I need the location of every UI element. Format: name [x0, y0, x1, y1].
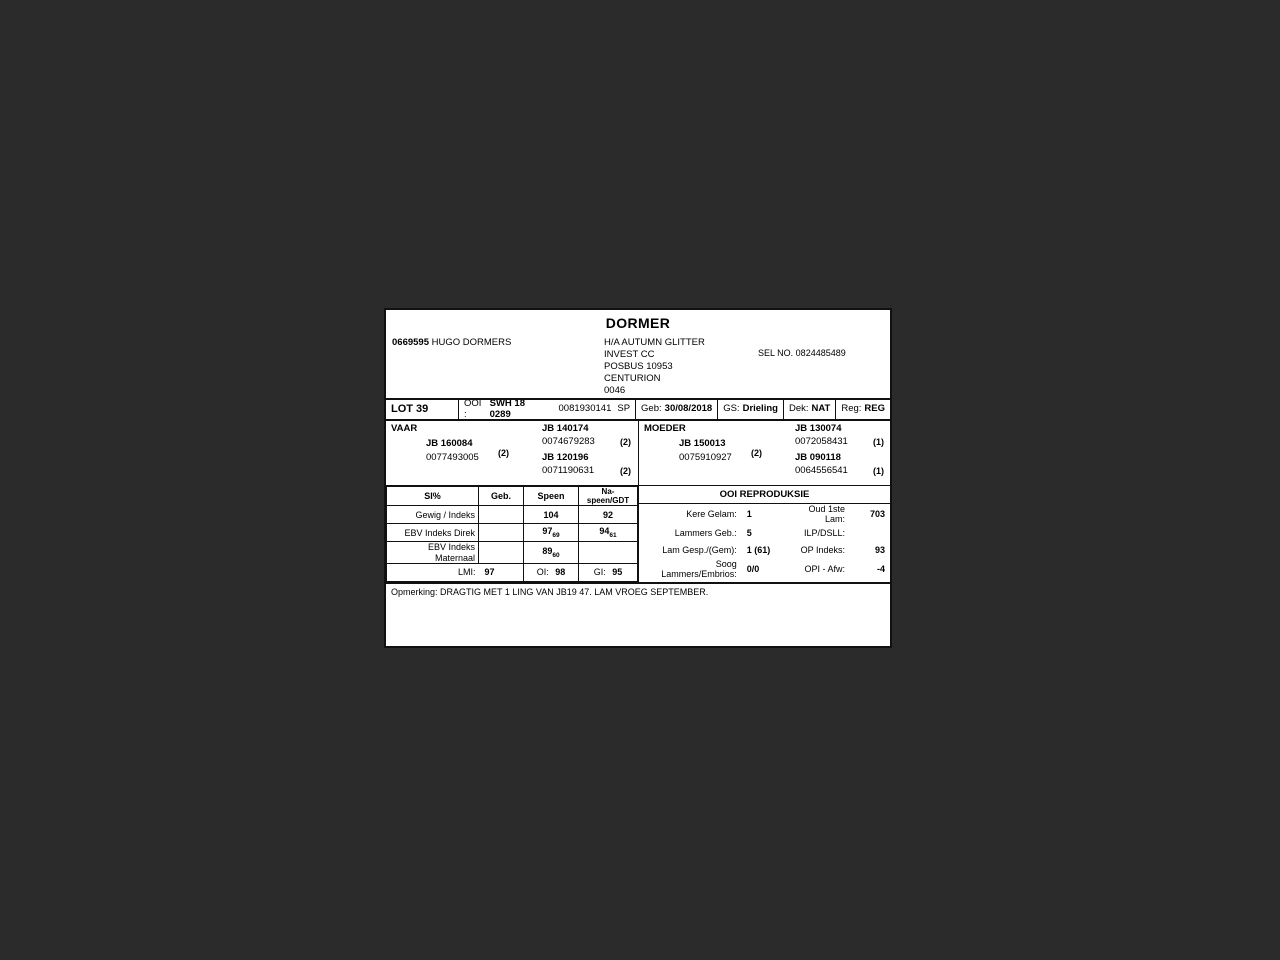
index-row-weight [387, 506, 638, 524]
ooi-identity [458, 397, 635, 420]
lot-label: LOT 39 [391, 403, 429, 416]
ooi-tag: SWH 18 0289 [489, 397, 525, 420]
sire-tag: JB 160084 [426, 438, 473, 449]
index-row-weight-speen: 104 [524, 506, 579, 524]
member-number: 0669595 [392, 337, 429, 348]
summary-lmi-label: LMI: [387, 564, 479, 582]
repro-lambings-label: Kere Gelam: [686, 509, 737, 520]
index-summary-row [387, 564, 638, 582]
ooi-label: OOI : [464, 397, 482, 420]
repro-row-lambs-born [639, 525, 890, 542]
member-name: HUGO DORMERS [431, 337, 512, 348]
repro-opi-dev-label: OPI - Afw: [804, 563, 845, 574]
ooi-suffix: SP [617, 403, 631, 415]
sire-sire-tag: JB 140174 [542, 423, 589, 434]
dam-sire-number: 0072058431 [795, 435, 848, 447]
lower-grid [386, 486, 890, 583]
birth-date-cell [635, 400, 717, 419]
lot-bar [386, 397, 890, 421]
repro-suckling-label: Soog Lammers/Embrios: [661, 558, 737, 580]
address-block [604, 337, 705, 396]
pedigree-block [386, 421, 890, 486]
mating-type-label: Dek: [788, 403, 809, 415]
ebv-direct-naspeen-value: 94 [599, 526, 610, 537]
sel-number: SEL NO. 0824485489 [758, 348, 846, 358]
index-header-naspeen: Na-speen/GDT [579, 487, 638, 506]
reproduction-title: OOI REPRODUKSIE [639, 486, 890, 504]
index-row-ebv-direct-speen [524, 524, 579, 542]
registration-cell [835, 400, 890, 419]
address-line-3: POSBUS 10953 [604, 360, 673, 372]
card-footer-space [386, 604, 890, 626]
index-header-row [387, 487, 638, 506]
address-line-5: 0046 [604, 384, 626, 396]
repro-ilp-dsll-label: ILP/DSLL: [803, 528, 845, 539]
repro-op-index-label: OP Indeks: [800, 545, 845, 556]
summary-oi-value: 98 [555, 567, 566, 578]
summary-lmi-value: 97 [479, 564, 524, 582]
repro-lambs-weaned-label: Lam Gesp./(Gem): [662, 545, 737, 556]
sire-title: VAAR [391, 423, 418, 434]
dam-dam [795, 452, 884, 477]
dam-dam-tag: JB 090118 [795, 452, 841, 463]
index-row-weight-label: Gewig / Indeks [387, 506, 479, 524]
dam-number: 0075910927 [679, 451, 732, 463]
index-row-ebv-direct-geb [479, 524, 524, 542]
dam-identity [679, 439, 732, 464]
repro-lambings-value: 1 [746, 509, 752, 520]
ebv-direct-speen-value: 97 [542, 526, 553, 537]
index-row-ebv-maternal-naspeen [579, 542, 638, 564]
repro-lambs-born-label: Lammers Geb.: [674, 528, 737, 539]
summary-oi-label: OI: [536, 567, 549, 578]
sire-parity: (2) [498, 448, 509, 458]
selection-index-table [386, 486, 638, 582]
repro-op-index-value: 93 [874, 545, 885, 556]
card-header [386, 310, 890, 400]
birth-status-value: Drieling [742, 403, 778, 415]
sire-sire-number: 0074679283 [542, 435, 595, 447]
ebv-maternal-speen-value: 89 [542, 546, 553, 557]
breed-title: DORMER [605, 315, 671, 331]
ooi-number: 0081930141 [558, 403, 612, 415]
index-header-si: SI% [387, 487, 479, 506]
registration-label: Reg: [841, 403, 862, 415]
birth-date-label: Geb: [641, 403, 662, 415]
sire-dam-number: 0071190631 [542, 464, 595, 476]
index-header-geb: Geb. [479, 487, 524, 506]
sire-sire [542, 423, 631, 448]
sire-dam-tag: JB 120196 [542, 452, 589, 463]
index-row-ebv-maternal-label: EBV Indeks Maternaal [387, 542, 479, 564]
index-row-ebv-direct [387, 524, 638, 542]
dam-title: MOEDER [644, 423, 686, 434]
repro-lambs-weaned-value: 1 (61) [746, 545, 771, 556]
repro-ilp-dsll-value [850, 525, 890, 542]
address-line-1: H/A AUTUMN GLITTER [604, 337, 705, 348]
index-row-ebv-maternal-speen [524, 542, 579, 564]
dam-sire-parity: (1) [873, 437, 884, 447]
summary-oi [524, 564, 579, 582]
birth-date-value: 30/08/2018 [664, 403, 713, 415]
registration-value: REG [864, 403, 885, 415]
dam-dam-number: 0064556541 [795, 464, 848, 476]
summary-gi-value: 95 [612, 567, 623, 578]
remark-text: DRAGTIG MET 1 LING VAN JB19 47. LAM VROEG SEPTEMBER. [440, 587, 709, 598]
dam-dam-parity: (1) [873, 466, 884, 476]
reproduction-panel [638, 486, 890, 582]
index-row-weight-geb [479, 506, 524, 524]
animal-catalogue-card [384, 308, 892, 648]
repro-age-first-lamb-value: 703 [869, 509, 885, 520]
ebv-maternal-speen-acc: 60 [552, 551, 560, 559]
repro-lambs-born-value: 5 [746, 528, 752, 539]
dam-sire [795, 423, 884, 448]
mating-type-cell [783, 400, 835, 419]
dam-tag: JB 150013 [679, 438, 726, 449]
sire-dam [542, 452, 631, 477]
index-row-ebv-direct-label: EBV Indeks Direk [387, 524, 479, 542]
owner-line [392, 338, 511, 349]
sire-sire-parity: (2) [620, 437, 631, 447]
repro-age-first-lamb-label: Oud 1ste Lam: [808, 504, 845, 525]
index-row-weight-naspeen: 92 [579, 506, 638, 524]
dam-sire-tag: JB 130074 [795, 423, 842, 434]
address-line-2: INVEST CC [604, 348, 655, 360]
repro-row-suckling [639, 559, 890, 580]
address-line-4: CENTURION [604, 372, 661, 384]
summary-gi [579, 564, 638, 582]
ebv-direct-naspeen-acc: 61 [609, 532, 617, 540]
repro-suckling-value: 0/0 [746, 563, 760, 574]
sire-dam-parity: (2) [620, 466, 631, 476]
repro-row-lambs-weaned [639, 542, 890, 559]
index-row-ebv-maternal [387, 542, 638, 564]
index-header-speen: Speen [524, 487, 579, 506]
birth-status-label: GS: [723, 403, 740, 415]
dam-panel [638, 421, 890, 485]
index-row-ebv-maternal-geb [479, 542, 524, 564]
repro-opi-dev-value: -4 [876, 563, 885, 574]
dam-parity: (2) [751, 448, 762, 458]
sire-number: 0077493005 [426, 451, 479, 463]
birth-status-cell [717, 400, 783, 419]
index-row-ebv-direct-naspeen [579, 524, 638, 542]
sire-panel [386, 421, 638, 485]
sire-identity [426, 439, 479, 464]
mating-type-value: NAT [811, 403, 831, 415]
remark-line [386, 583, 890, 604]
ebv-direct-speen-acc: 69 [552, 532, 560, 540]
repro-row-lambings [639, 504, 890, 525]
remark-label: Opmerking: [391, 587, 438, 598]
summary-gi-label: GI: [593, 567, 606, 578]
